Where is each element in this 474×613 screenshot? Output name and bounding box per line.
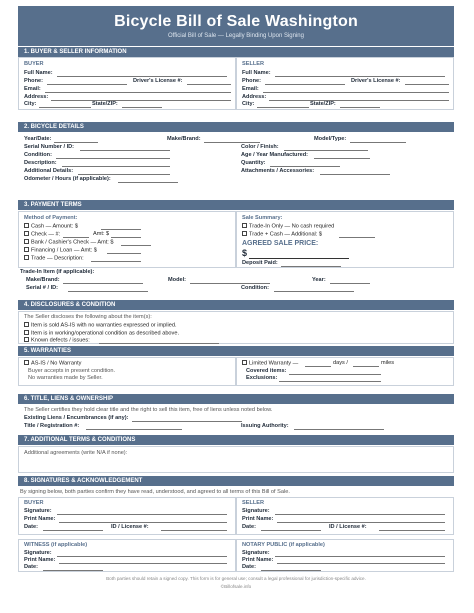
condition-field[interactable]	[56, 158, 170, 159]
make-brand-label: Make/Brand:	[167, 136, 201, 142]
financing-option[interactable]	[24, 247, 97, 254]
check-label: Check — #:	[31, 231, 61, 238]
warranty-days-label: days /	[333, 360, 348, 366]
covered-items-field[interactable]	[289, 374, 381, 375]
cash-amount-field[interactable]	[101, 229, 141, 230]
notary-date-label: Date:	[242, 564, 256, 570]
exclusions-field[interactable]	[279, 381, 381, 382]
financing-amount-field[interactable]	[107, 253, 141, 254]
description-field[interactable]	[62, 166, 170, 167]
section-header-signatures: 8. SIGNATURES & ACKNOWLEDGEMENT	[18, 476, 454, 486]
issuing-authority-field[interactable]	[294, 429, 384, 430]
age-year-label: Age / Year Manufactured:	[241, 152, 309, 158]
seller-signature-heading: SELLER	[242, 500, 265, 506]
additional-terms-box[interactable]	[18, 446, 454, 473]
as-is-warranty-note-1: Buyer accepts in present condition.	[28, 368, 116, 374]
seller-phone-label: Phone:	[242, 78, 261, 84]
document-title: Bicycle Bill of Sale Washington	[114, 13, 358, 30]
seller-email-label: Email:	[242, 86, 259, 92]
document-header	[18, 6, 454, 46]
section-header-bicycle-details: 2. BICYCLE DETAILS	[18, 122, 454, 132]
witness-print-name-field[interactable]	[59, 563, 227, 564]
seller-date-field[interactable]	[261, 530, 321, 531]
trade-in-condition-field[interactable]	[274, 291, 354, 292]
warranty-miles-label: miles	[381, 360, 395, 366]
seller-full-name-field[interactable]	[275, 76, 445, 77]
section-header-additional-terms: 7. ADDITIONAL TERMS & CONDITIONS	[18, 435, 454, 445]
disclosures-box	[18, 311, 454, 344]
color-finish-label: Color / Finish:	[241, 144, 279, 150]
payment-method-heading: Method of Payment:	[24, 215, 78, 221]
buyer-state-zip-field[interactable]	[122, 107, 162, 108]
witness-signature-label: Signature:	[24, 550, 52, 556]
notary-signature-label: Signature:	[242, 550, 270, 556]
trade-cash-option[interactable]	[242, 231, 322, 238]
known-defects-label: Known defects / issues:	[31, 337, 90, 344]
trade-cash-amount-field[interactable]	[339, 237, 375, 238]
disclosures-intro: The Seller discloses the following about the item(s):	[24, 314, 152, 320]
title-liens-area	[18, 405, 454, 431]
check-option[interactable]	[24, 231, 60, 238]
as-is-warranty-option[interactable]	[24, 360, 81, 367]
trade-cash-checkbox[interactable]	[242, 231, 247, 236]
additional-details-label: Additional Details:	[24, 168, 74, 174]
title-registration-field[interactable]	[86, 429, 182, 430]
working-condition-label: Item is in working/operational condition as described above.	[31, 330, 180, 337]
check-number-field[interactable]	[63, 237, 89, 238]
check-amount-label: Amt: $	[93, 231, 110, 237]
seller-email-field[interactable]	[263, 92, 449, 93]
trade-in-model-field[interactable]	[190, 283, 270, 284]
quantity-label: Quantity:	[241, 160, 266, 166]
trade-in-condition-label: Condition:	[241, 285, 269, 291]
witness-print-name-label: Print Name:	[24, 557, 56, 563]
section-header-warranties: 5. WARRANTIES	[18, 346, 454, 356]
bank-check-option[interactable]	[24, 239, 114, 246]
trade-cash-label: Trade + Cash — Additional: $	[249, 231, 323, 238]
trade-label: Trade — Description:	[31, 255, 84, 262]
trade-checkbox[interactable]	[24, 255, 29, 260]
trade-in-make-field[interactable]	[63, 283, 143, 284]
model-type-field[interactable]	[350, 142, 406, 143]
buyer-date-field[interactable]	[43, 530, 103, 531]
trade-in-only-checkbox[interactable]	[242, 223, 247, 228]
buyer-signature-heading: BUYER	[24, 500, 44, 506]
buyer-full-name-field[interactable]	[57, 76, 227, 77]
limited-warranty-box	[236, 357, 454, 386]
make-brand-field[interactable]	[204, 142, 260, 143]
known-defects-option[interactable]	[24, 337, 90, 344]
seller-print-name-label: Print Name:	[242, 516, 274, 522]
buyer-print-name-label: Print Name:	[24, 516, 56, 522]
payment-method-box	[18, 211, 236, 268]
seller-print-name-field[interactable]	[277, 522, 445, 523]
seller-id-license-label: ID / License #:	[329, 524, 367, 530]
buyer-signature-field[interactable]	[57, 514, 227, 515]
trade-in-only-label: Trade-In Only — No cash required	[249, 223, 335, 230]
as-is-disclosure-label: Item is sold AS-IS with no warranties expressed or implied.	[31, 322, 177, 329]
financing-checkbox[interactable]	[24, 247, 29, 252]
trade-in-only-option[interactable]	[242, 223, 334, 230]
witness-heading: WITNESS (if applicable)	[24, 542, 88, 548]
trade-in-year-field[interactable]	[330, 283, 370, 284]
sale-price-dollar-sign: $	[242, 248, 248, 258]
cash-option[interactable]	[24, 223, 78, 230]
signatures-intro: By signing below, both parties confirm they have read, understood, and agreed to all terms of this Bill of Sale.	[20, 489, 290, 495]
odometer-label: Odometer / Hours (if applicable):	[24, 176, 111, 182]
odometer-field[interactable]	[118, 182, 178, 183]
as-is-warranty-note-2: No warranties made by Seller.	[28, 375, 103, 381]
sale-price-field[interactable]	[249, 258, 349, 259]
buyer-id-license-label: ID / License #:	[111, 524, 149, 530]
witness-signature-field[interactable]	[57, 556, 227, 557]
section-header-title-liens: 6. TITLE, LIENS & OWNERSHIP	[18, 394, 454, 404]
trade-in-item-label: Trade-In Item (if applicable):	[20, 269, 95, 275]
seller-date-label: Date:	[242, 524, 256, 530]
title-liens-intro: The Seller certifies they hold clear title and the right to sell this item, free of liens unless noted below.	[24, 407, 273, 413]
buyer-info-box	[18, 57, 236, 110]
section-header-payment-terms: 3. PAYMENT TERMS	[18, 200, 454, 210]
sale-summary-box	[236, 211, 454, 268]
buyer-heading: BUYER	[24, 61, 44, 67]
seller-signature-field[interactable]	[275, 514, 445, 515]
as-is-disclosure-checkbox[interactable]	[24, 322, 29, 327]
bank-check-checkbox[interactable]	[24, 239, 29, 244]
description-label: Description:	[24, 160, 57, 166]
buyer-state-zip-label: State/ZIP:	[92, 101, 118, 107]
section-header-disclosures: 4. DISCLOSURES & CONDITION	[18, 300, 454, 310]
seller-signature-box	[236, 497, 454, 535]
trade-in-serial-label: Serial # / ID:	[26, 285, 59, 291]
buyer-city-label: City:	[24, 101, 37, 107]
buyer-address-label: Address:	[24, 94, 49, 100]
agreed-sale-price-heading: AGREED SALE PRICE:	[242, 240, 319, 247]
buyer-phone-label: Phone:	[24, 78, 43, 84]
buyer-email-field[interactable]	[45, 92, 231, 93]
deposit-paid-label: Deposit Paid:	[242, 260, 278, 266]
notary-signature-field[interactable]	[275, 556, 445, 557]
seller-drivers-license-label: Driver's License #:	[351, 78, 401, 84]
warranty-days-field[interactable]	[305, 366, 331, 367]
document-subtitle: Official Bill of Sale — Legally Binding Upon Signing	[168, 33, 304, 40]
cash-label: Cash — Amount: $	[31, 223, 78, 230]
notary-signature-box	[236, 539, 454, 572]
known-defects-field[interactable]	[99, 343, 219, 344]
deposit-paid-field[interactable]	[281, 266, 341, 267]
as-is-warranty-label: AS-IS / No Warranty	[31, 360, 82, 367]
trade-in-serial-field[interactable]	[68, 291, 148, 292]
buyer-email-label: Email:	[24, 86, 41, 92]
seller-id-license-field[interactable]	[379, 530, 445, 531]
serial-number-field[interactable]	[80, 150, 170, 151]
seller-city-field[interactable]	[257, 107, 309, 108]
issuing-authority-label: Issuing Authority:	[241, 423, 289, 429]
buyer-signature-box	[18, 497, 236, 535]
as-is-warranty-box	[18, 357, 236, 386]
trade-in-item-area	[18, 269, 454, 291]
as-is-warranty-checkbox[interactable]	[24, 360, 29, 365]
trade-description-field[interactable]	[91, 261, 141, 262]
seller-city-label: City:	[242, 101, 255, 107]
trade-option[interactable]	[24, 255, 84, 262]
age-year-field[interactable]	[314, 158, 370, 159]
limited-warranty-checkbox[interactable]	[242, 360, 247, 365]
buyer-drivers-license-field[interactable]	[187, 84, 231, 85]
bank-check-amount-field[interactable]	[121, 245, 151, 246]
existing-liens-label: Existing Liens / Encumbrances (if any):	[24, 415, 129, 421]
buyer-address-field[interactable]	[51, 100, 231, 101]
notary-date-field[interactable]	[261, 570, 321, 571]
check-checkbox[interactable]	[24, 231, 29, 236]
attachments-field[interactable]	[320, 174, 390, 175]
notary-print-name-label: Print Name:	[242, 557, 274, 563]
seller-full-name-label: Full Name:	[242, 70, 271, 76]
buyer-drivers-license-label: Driver's License #:	[133, 78, 183, 84]
limited-warranty-option[interactable]	[242, 360, 298, 367]
buyer-phone-field[interactable]	[47, 84, 127, 85]
check-amount-field[interactable]	[111, 237, 141, 238]
witness-date-field[interactable]	[43, 570, 103, 571]
footer-brand: ©Billofsale.info	[220, 584, 252, 589]
warranty-miles-field[interactable]	[353, 366, 379, 367]
seller-address-field[interactable]	[269, 100, 449, 101]
seller-phone-field[interactable]	[265, 84, 345, 85]
color-finish-field[interactable]	[284, 150, 368, 151]
buyer-date-label: Date:	[24, 524, 38, 530]
as-is-disclosure-option[interactable]	[24, 322, 177, 329]
trade-in-make-label: Make/Brand:	[26, 277, 60, 283]
limited-warranty-label: Limited Warranty —	[249, 360, 299, 367]
witness-date-label: Date:	[24, 564, 38, 570]
seller-drivers-license-field[interactable]	[405, 84, 449, 85]
serial-number-label: Serial Number / ID:	[24, 144, 75, 150]
cash-checkbox[interactable]	[24, 223, 29, 228]
buyer-full-name-label: Full Name:	[24, 70, 53, 76]
title-registration-label: Title / Registration #:	[24, 423, 80, 429]
existing-liens-field[interactable]	[132, 421, 242, 422]
section-header-buyer-seller: 1. BUYER & SELLER INFORMATION	[18, 47, 454, 57]
buyer-signature-label: Signature:	[24, 508, 52, 514]
seller-heading: SELLER	[242, 61, 265, 67]
trade-in-year-label: Year:	[312, 277, 326, 283]
witness-signature-box	[18, 539, 236, 572]
additional-details-field[interactable]	[78, 174, 170, 175]
exclusions-label: Exclusions:	[246, 375, 278, 381]
seller-signature-label: Signature:	[242, 508, 270, 514]
quantity-field[interactable]	[270, 166, 340, 167]
notary-heading: NOTARY PUBLIC (if applicable)	[242, 542, 325, 548]
seller-address-label: Address:	[242, 94, 267, 100]
bicycle-details-area	[18, 133, 454, 189]
year-date-field[interactable]	[54, 142, 98, 143]
financing-label: Financing / Loan — Amt: $	[31, 247, 97, 254]
seller-state-zip-field[interactable]	[340, 107, 380, 108]
condition-label: Condition:	[24, 152, 52, 158]
attachments-label: Attachments / Accessories:	[241, 168, 315, 174]
working-condition-checkbox[interactable]	[24, 330, 29, 335]
trade-in-model-label: Model:	[168, 277, 187, 283]
buyer-id-license-field[interactable]	[161, 530, 227, 531]
notary-print-name-field[interactable]	[277, 563, 445, 564]
seller-info-box	[236, 57, 454, 110]
additional-terms-intro: Additional agreements (write N/A if none):	[24, 450, 128, 456]
footer-note: Both parties should retain a signed copy. This form is for general use; consult a legal professional for jurisdiction-specific advice.	[106, 576, 366, 581]
seller-state-zip-label: State/ZIP:	[310, 101, 336, 107]
bank-check-label: Bank / Cashier's Check — Amt: $	[31, 239, 114, 246]
buyer-print-name-field[interactable]	[59, 522, 227, 523]
known-defects-checkbox[interactable]	[24, 337, 29, 342]
model-type-label: Model/Type:	[314, 136, 347, 142]
buyer-city-field[interactable]	[39, 107, 91, 108]
covered-items-label: Covered items:	[246, 368, 287, 374]
year-date-label: Year/Date:	[24, 136, 52, 142]
sale-summary-heading: Sale Summary:	[242, 215, 283, 221]
